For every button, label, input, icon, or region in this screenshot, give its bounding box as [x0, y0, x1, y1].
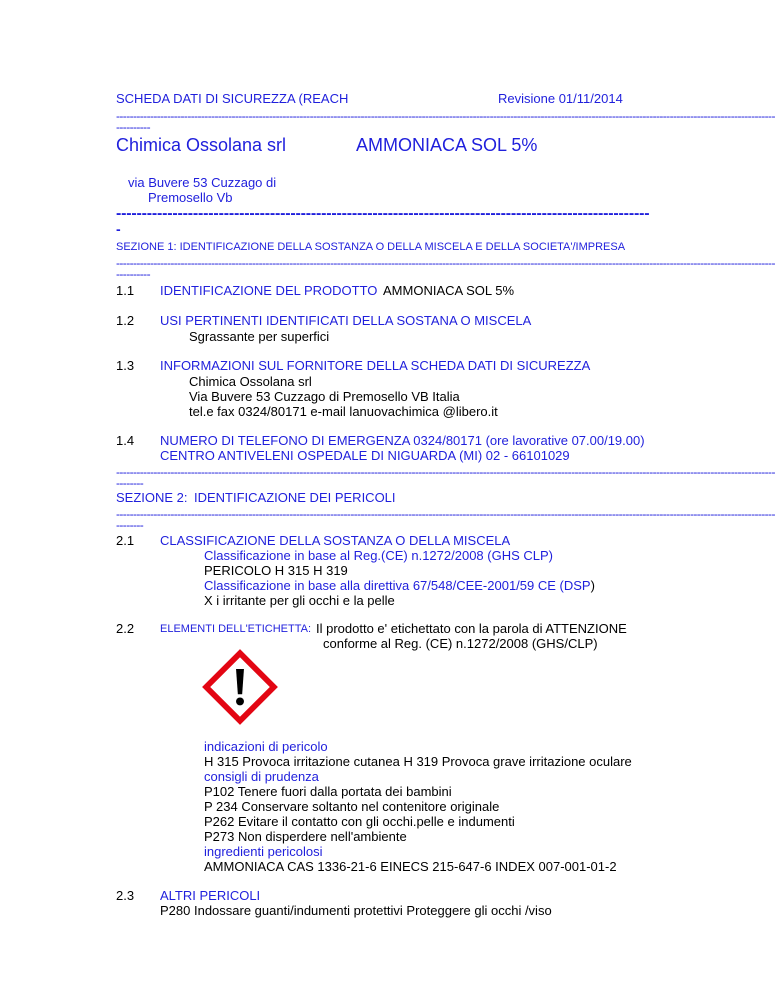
precautionary-item: P 234 Conservare soltanto nel contenitore originale	[204, 799, 500, 814]
product-identifier: AMMONIACA SOL 5%	[383, 283, 514, 298]
ingredients-title: ingredienti pericolosi	[204, 844, 323, 859]
company-name: Chimica Ossolana srl	[116, 135, 287, 155]
section-number: 2.1	[116, 533, 135, 548]
section-number: 1.3	[116, 358, 135, 373]
section-heading: IDENTIFICAZIONE DEL PRODOTTO	[160, 283, 378, 298]
section-heading: USI PERTINENTI IDENTIFICATI DELLA SOSTANA O MISCELA	[160, 313, 532, 328]
section-number: 2.3	[116, 888, 135, 903]
separator-tail: ----------	[116, 267, 150, 281]
classification-dsp-value: X i irritante per gli occhi e la pelle	[204, 593, 395, 608]
section-2-title: IDENTIFICAZIONE DEI PERICOLI	[194, 490, 396, 505]
section-1-title: SEZIONE 1: IDENTIFICAZIONE DELLA SOSTANZA O DELLA MISCELA E DELLA SOCIETA'/IMPRESA	[116, 241, 626, 253]
section-number: 1.4	[116, 433, 135, 448]
exclamation-mark-icon	[204, 651, 276, 723]
use-text: Sgrassante per superfici	[189, 329, 330, 344]
section-2-label: SEZIONE 2:	[116, 490, 188, 505]
separator-tail: ----------	[116, 120, 150, 134]
doc-title: SCHEDA DATI DI SICUREZZA (REACH	[116, 91, 349, 106]
separator-line: --------------------------------------------------------------------------------------------------------------------------------------------------------------------------------------------------	[116, 256, 775, 270]
separator-line: --------------------------------------------------------------------------------------------------------------------------------------------------------------------------------------------------	[116, 465, 775, 479]
precautionary-item: P273 Non disperdere nell'ambiente	[204, 829, 407, 844]
hazard-statements-title: indicazioni di pericolo	[204, 739, 328, 754]
precautionary-item: P102 Tenere fuori dalla portata dei bambini	[204, 784, 452, 799]
section-number: 2.2	[116, 621, 135, 636]
address-line-1: via Buvere 53 Cuzzago di	[128, 175, 277, 190]
section-number: 1.2	[116, 313, 135, 328]
other-hazards-text: P280 Indossare guanti/indumenti protettivi Proteggere gli occhi /viso	[160, 903, 552, 918]
label-signal-text: Il prodotto e' etichettato con la parola di ATTENZIONE	[316, 621, 627, 636]
classification-dsp-label: Classificazione in base alla direttiva 67/548/CEE-2001/59 CE (DSP	[204, 578, 591, 593]
section-heading: ALTRI PERICOLI	[160, 888, 261, 903]
hazard-statements-text: H 315 Provoca irritazione cutanea H 319 Provoca grave irritazione oculare	[204, 754, 632, 769]
classification-dsp-line	[204, 578, 595, 593]
precautionary-title: consigli di prudenza	[204, 769, 319, 784]
supplier-name: Chimica Ossolana srl	[189, 374, 312, 389]
section-heading: CLASSIFICAZIONE DELLA SOSTANZA O DELLA MISCELA	[160, 533, 511, 548]
classification-clp-value: PERICOLO H 315 H 319	[204, 563, 348, 578]
poison-center: CENTRO ANTIVELENI OSPEDALE DI NIGUARDA (MI) 02 - 66101029	[160, 448, 570, 463]
section-heading: ELEMENTI DELL'ETICHETTA:	[160, 623, 312, 635]
section-number: 1.1	[116, 283, 135, 298]
ingredients-text: AMMONIACA CAS 1336-21-6 EINECS 215-647-6 INDEX 007-001-01-2	[204, 859, 617, 874]
separator-thick: --------------------------------------------------------------------------------------------------------	[116, 205, 650, 222]
separator-tail: --------	[116, 518, 144, 532]
separator-line: --------------------------------------------------------------------------------------------------------------------------------------------------------------------------------------------------	[116, 109, 775, 123]
emergency-phone: NUMERO DI TELEFONO DI EMERGENZA 0324/80171 (ore lavorative 07.00/19.00)	[160, 433, 645, 448]
supplier-address: Via Buvere 53 Cuzzago di Premosello VB Italia	[189, 389, 460, 404]
classification-dsp-close: )	[590, 578, 595, 593]
separator-thick-tail: -	[116, 221, 121, 237]
label-regulation-text: conforme al Reg. (CE) n.1272/2008 (GHS/CLP)	[323, 636, 598, 651]
separator-line: --------------------------------------------------------------------------------------------------------------------------------------------------------------------------------------------------	[116, 507, 775, 521]
product-name: AMMONIACA SOL 5%	[356, 135, 538, 155]
precautionary-item: P262 Evitare il contatto con gli occhi.pelle e indumenti	[204, 814, 515, 829]
supplier-contact: tel.e fax 0324/80171 e-mail lanuovachimica @libero.it	[189, 404, 498, 419]
address-line-2: Premosello Vb	[148, 190, 233, 205]
section-heading: INFORMAZIONI SUL FORNITORE DELLA SCHEDA DATI DI SICUREZZA	[160, 358, 591, 373]
classification-clp-label: Classificazione in base al Reg.(CE) n.1272/2008 (GHS CLP)	[204, 548, 554, 563]
revision-date: Revisione 01/11/2014	[498, 91, 623, 106]
separator-tail: --------	[116, 476, 144, 490]
